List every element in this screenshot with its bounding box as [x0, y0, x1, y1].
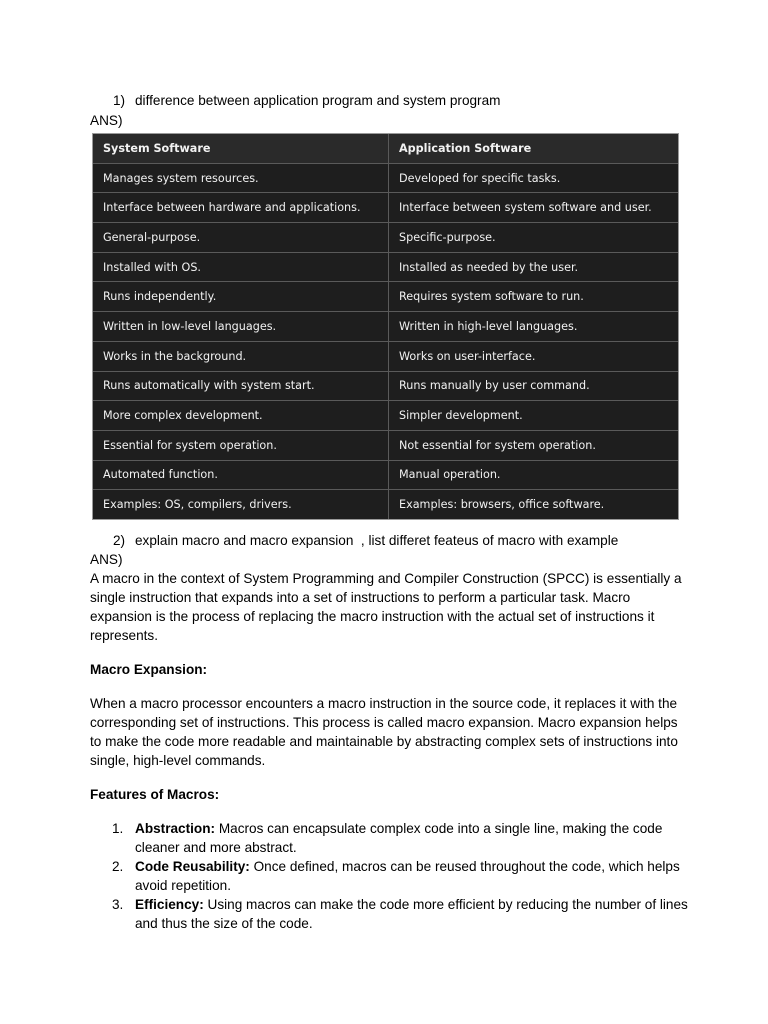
table-row: [93, 312, 678, 342]
table-cell: Manual operation.: [389, 460, 679, 490]
table-row: [93, 401, 678, 431]
table-row: [93, 490, 678, 519]
table-cell: Installed with OS.: [93, 252, 389, 282]
table-cell: Examples: OS, compilers, drivers.: [93, 490, 389, 519]
table-header-system: System Software: [93, 134, 389, 163]
table-row: [93, 341, 678, 371]
table-cell: Specific-purpose.: [389, 223, 679, 253]
table-cell: Essential for system operation.: [93, 430, 389, 460]
table-cell: Written in high-level languages.: [389, 312, 679, 342]
list-item-number: 2.: [112, 859, 124, 874]
table-cell: Runs automatically with system start.: [93, 371, 389, 401]
list-item-number: 3.: [112, 897, 124, 912]
features-heading: Features of Macros:: [90, 787, 220, 802]
table-row: [93, 282, 678, 312]
list-item-title: Efficiency:: [135, 897, 204, 912]
question-1-number: 1): [113, 93, 126, 108]
table-cell: General-purpose.: [93, 223, 389, 253]
macro-expansion-paragraph: When a macro processor encounters a macro instruction in the source code, it replaces it with the corresponding set of instructions. This process is called macro expansion. Macro expansion helps to make the code more readable and maintainable by abstracting complex sets of instructions into single, high-level commands.: [90, 696, 678, 768]
table-row: [93, 193, 678, 223]
list-item-text: Using macros can make the code more efficient by reducing the number of lines and thus the size of the code.: [135, 897, 688, 931]
list-item-text: Macros can encapsulate complex code into a single line, making the code cleaner and more abstract.: [135, 821, 663, 855]
list-item: [90, 819, 690, 857]
macro-expansion-heading: Macro Expansion:: [90, 662, 208, 677]
comparison-table: [92, 133, 679, 520]
table-row: [93, 163, 678, 193]
table-header-row: [93, 134, 678, 163]
list-item-number: 1.: [112, 821, 124, 836]
table-cell: Written in low-level languages.: [93, 312, 389, 342]
question-2-text: explain macro and macro expansion , list differet feateus of macro with example: [135, 533, 619, 548]
question-1: [113, 91, 500, 110]
table-cell: Examples: browsers, office software.: [399, 498, 605, 512]
table-cell: More complex development.: [93, 401, 389, 431]
table-cell: Manages system resources.: [93, 163, 389, 193]
table-cell: Installed as needed by the user.: [389, 252, 679, 282]
question-2: [113, 531, 618, 550]
table-cell: Simpler development.: [389, 401, 679, 431]
list-item: [90, 895, 690, 933]
features-list: [90, 819, 690, 933]
table-cell: Developed for specific tasks.: [389, 163, 679, 193]
question-2-number: 2): [113, 533, 126, 548]
table-cell: Works on user-interface.: [389, 341, 679, 371]
table-cell: Interface between system software and user.: [389, 193, 679, 223]
table-cell: Runs manually by user command.: [389, 371, 679, 401]
list-item: [90, 857, 690, 895]
table-cell: Not essential for system operation.: [389, 430, 679, 460]
table-header-application: Application Software: [389, 134, 679, 163]
table-row: [93, 223, 678, 253]
question-1-text: difference between application program and system program: [135, 93, 501, 108]
table-cell: Requires system software to run.: [389, 282, 679, 312]
list-item-text: Once defined, macros can be reused throughout the code, which helps avoid repetition.: [135, 859, 680, 893]
table-row: [93, 252, 678, 282]
macro-intro-paragraph: A macro in the context of System Programming and Compiler Construction (SPCC) is essentially a single instruction that expands into a set of instructions to perform a particular task. Macro expansion is the process of replacing the macro instruction with the actual set of instructions it represents.: [90, 571, 682, 643]
table-row: [93, 371, 678, 401]
table-row: [93, 430, 678, 460]
list-item-title: Abstraction:: [135, 821, 216, 836]
list-item-title: Code Reusability:: [135, 859, 250, 874]
answer-1-label: ANS): [90, 113, 123, 128]
table-cell: Interface between hardware and applications.: [93, 193, 389, 223]
table-cell: Works in the background.: [93, 341, 389, 371]
answer-2-label: ANS): [90, 552, 123, 567]
table-cell: Automated function.: [93, 460, 389, 490]
table-row: [93, 460, 678, 490]
table-cell: Runs independently.: [93, 282, 389, 312]
